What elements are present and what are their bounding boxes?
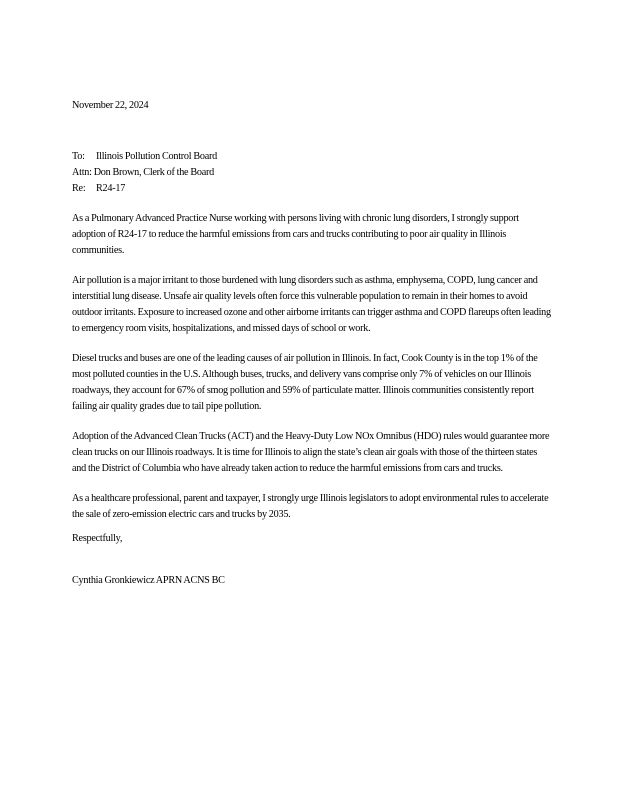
to-label: To: bbox=[72, 151, 85, 162]
letter-closing: Respectfully, bbox=[72, 533, 123, 544]
body-paragraph: Diesel trucks and buses are one of the leading causes of air pollution in Illinois. In fact, Cook County is in the top 1% of the most polluted counties in the U.S. Although buses, trucks, and delivery vans comprise only 7% of vehicles on our Illinois roadways, they account for 67% of smog pollution and 59% of particulate matter. Illinois communities consistently report failing air quality grades due to tail pipe pollution. bbox=[72, 353, 538, 412]
body-paragraph: Adoption of the Advanced Clean Trucks (ACT) and the Heavy-Duty Low NOx Omnibus (HDO) rules would guarantee more clean trucks on our Illinois roadways. It is time for Illinois to align the state’s clean air goals with those of the thirteen states and the District of Columbia who have already taken action to reduce the harmful emissions from cars and trucks. bbox=[72, 431, 550, 474]
letter-signature: Cynthia Gronkiewicz APRN ACNS BC bbox=[72, 575, 225, 586]
to-recipient: Illinois Pollution Control Board bbox=[96, 151, 217, 162]
body-paragraph: Air pollution is a major irritant to those burdened with lung disorders such as asthma, emphysema, COPD, lung cancer and interstitial lung disease. Unsafe air quality levels often force this vulnerable population to remain in their homes to avoid outdoor irritants. Exposure to increased ozone and other airborne irritants can trigger asthma and COPD flareups often leading to emergency room visits, hospitalizations, and missed days of school or work. bbox=[72, 275, 551, 334]
attn-line bbox=[72, 165, 552, 181]
attn-recipient: Don Brown, Clerk of the Board bbox=[93, 167, 214, 178]
re-label: Re: bbox=[72, 183, 86, 194]
body-paragraph: As a Pulmonary Advanced Practice Nurse working with persons living with chronic lung disorders, I strongly support adoption of R24-17 to reduce the harmful emissions from cars and trucks contributing to poor air quality in Illinois communities. bbox=[72, 213, 519, 256]
re-subject: R24-17 bbox=[96, 183, 126, 194]
to-line bbox=[72, 149, 552, 165]
letter-date: November 22, 2024 bbox=[72, 100, 149, 111]
address-block bbox=[72, 149, 552, 197]
attn-label: Attn: bbox=[72, 167, 92, 178]
body-paragraph: As a healthcare professional, parent and taxpayer, I strongly urge Illinois legislators to adopt environmental rules to accelerate the sale of zero-emission electric cars and trucks by 2035. bbox=[72, 493, 549, 520]
letter-page bbox=[72, 98, 552, 589]
re-line bbox=[72, 181, 552, 197]
